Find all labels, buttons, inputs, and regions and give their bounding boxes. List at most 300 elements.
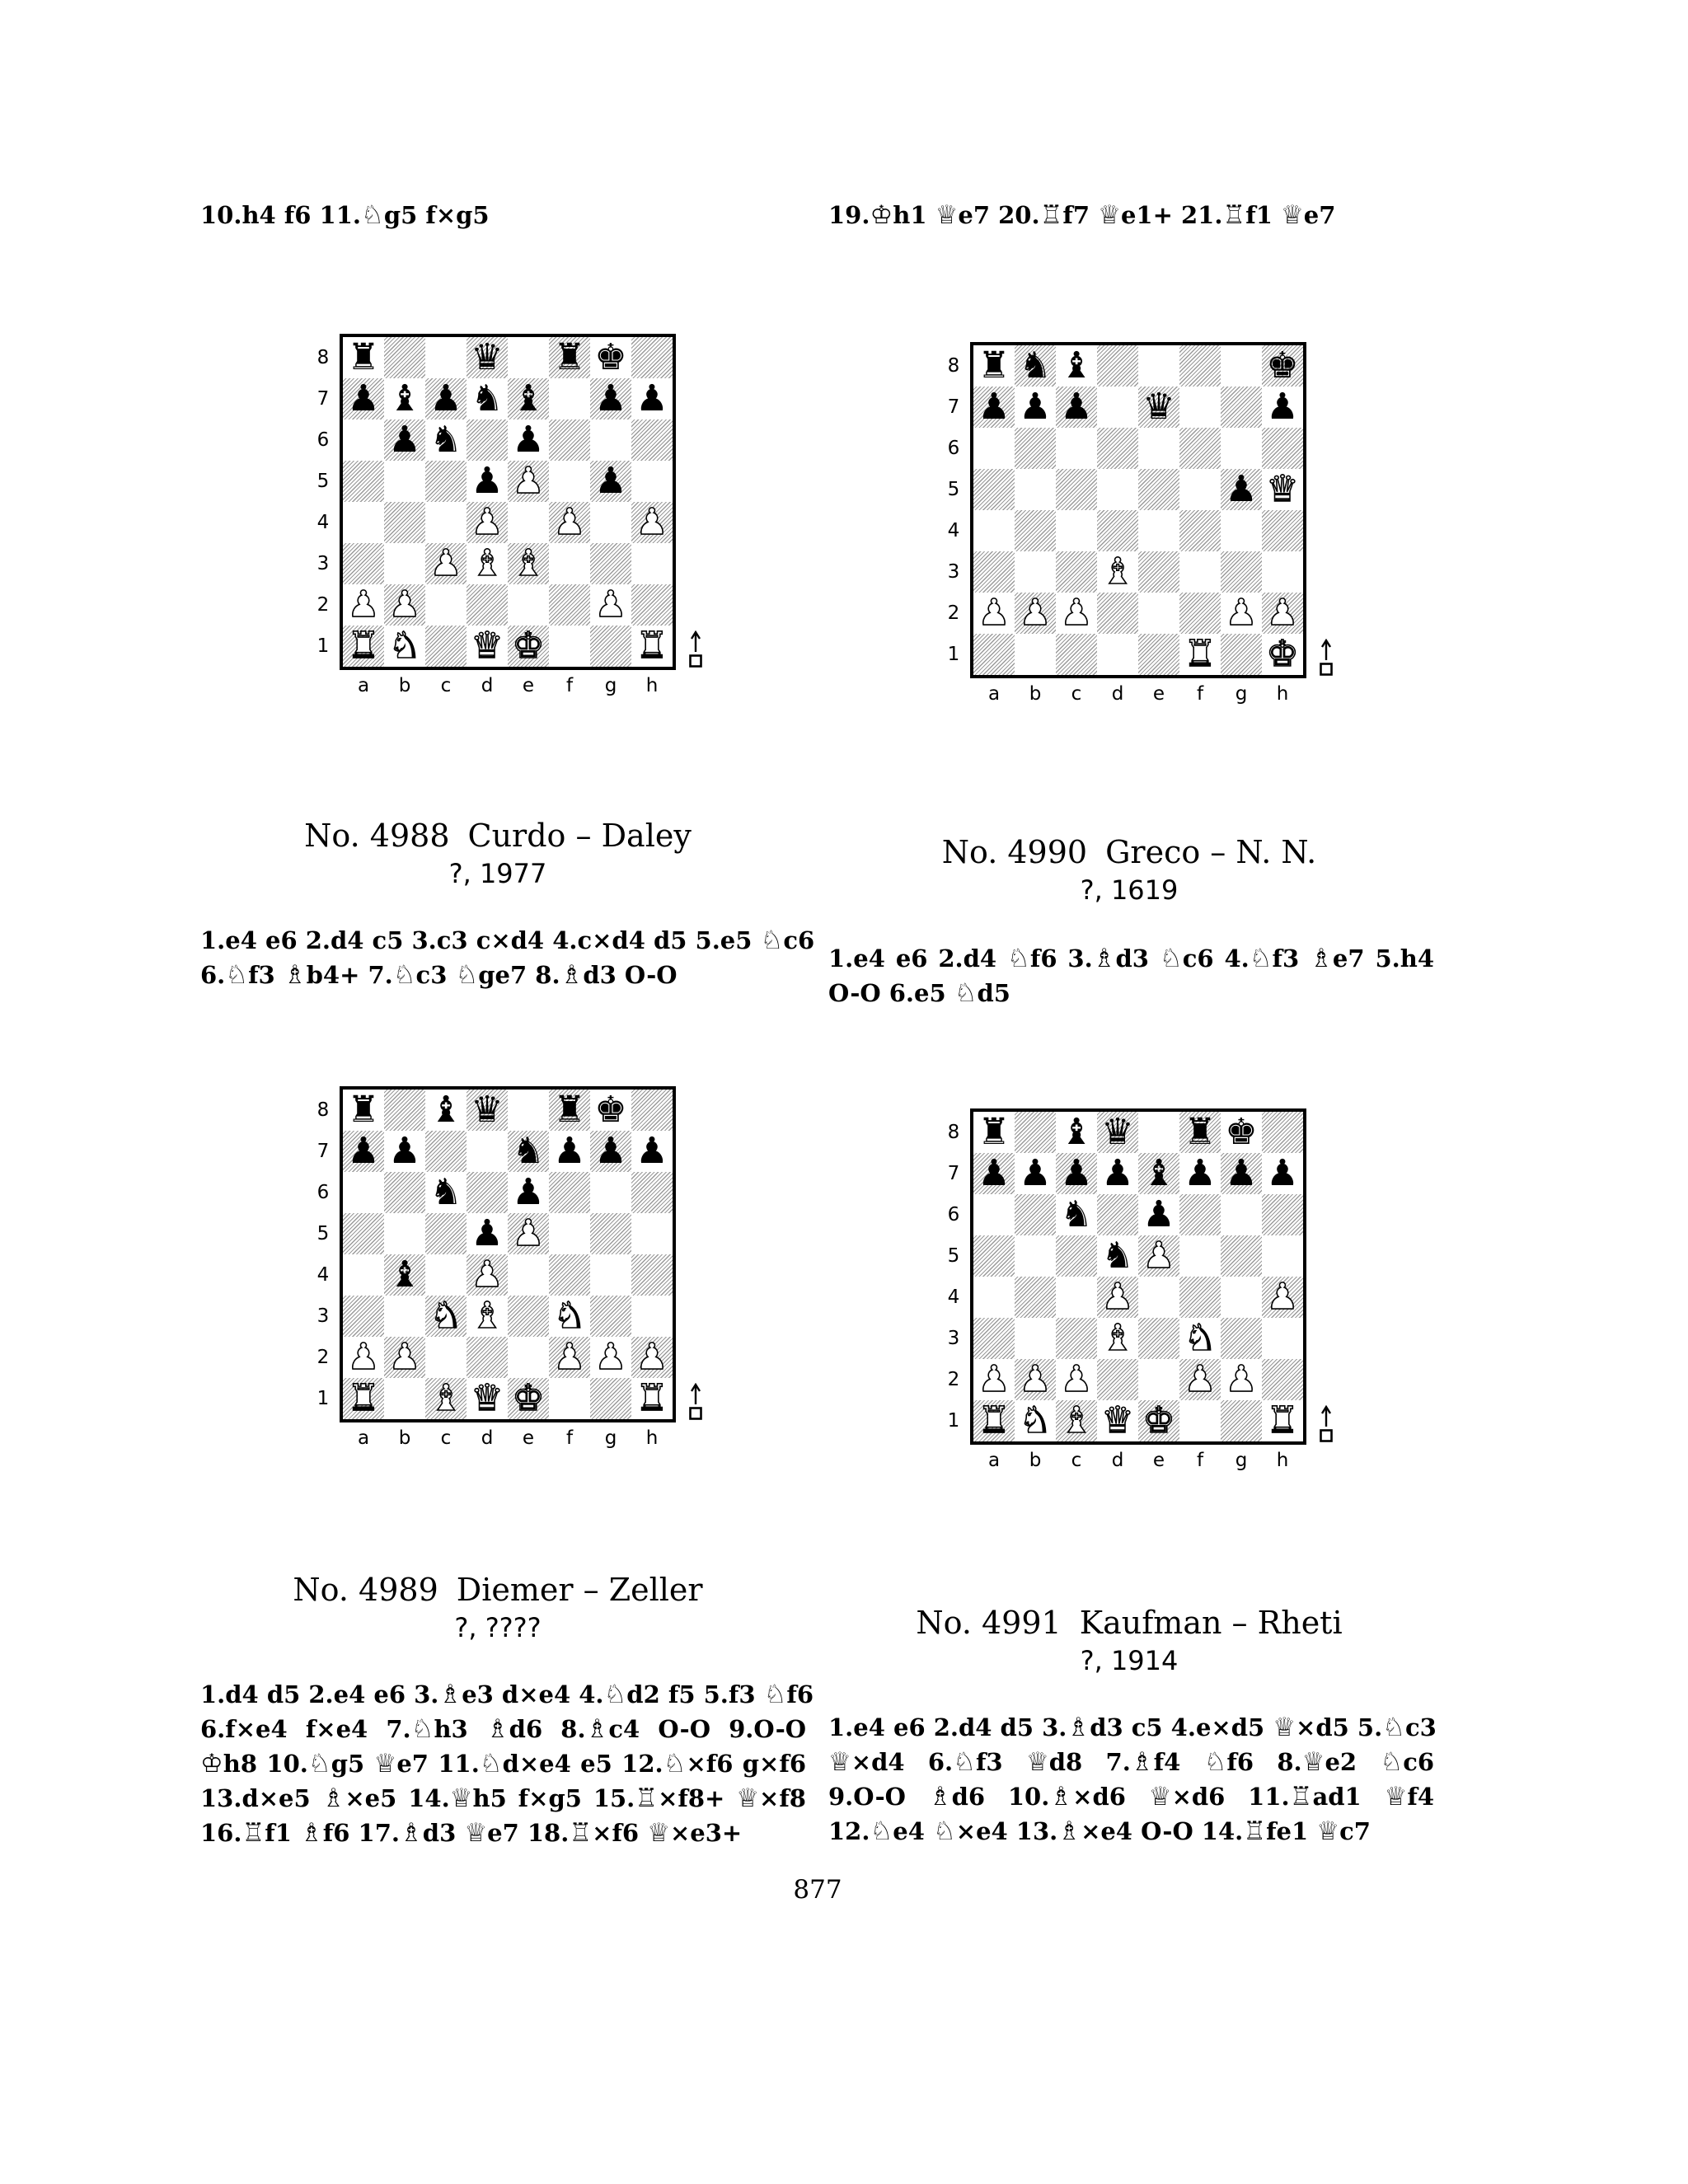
rank-label: 1	[947, 1410, 960, 1432]
board-square	[1262, 634, 1303, 675]
board-square	[1221, 1194, 1262, 1235]
board-square	[343, 378, 384, 419]
board-square	[1179, 469, 1221, 510]
board-square	[1015, 634, 1056, 675]
figurine-b: ♗	[485, 1714, 509, 1744]
board-square	[343, 1131, 384, 1172]
board-square	[973, 428, 1015, 469]
chess-board	[340, 1086, 676, 1422]
black-knight-icon: ♞	[471, 377, 504, 419]
move-line: 13.d×e5 ♗×e5 14.♕h5 f×g5 15.♖×f8+ ♕×f8	[200, 1783, 806, 1813]
board-square	[1138, 634, 1179, 675]
black-bishop-icon: ♝	[388, 377, 421, 419]
board-square	[1262, 428, 1303, 469]
black-pawn-icon: ♟	[1060, 386, 1093, 428]
white-pawn-icon: ♟	[553, 501, 586, 543]
rank-label: 3	[316, 1305, 330, 1327]
file-label: a	[987, 683, 1001, 705]
board-square	[631, 378, 673, 419]
file-label: a	[357, 1427, 370, 1449]
black-rook-icon: ♜	[978, 344, 1010, 387]
board-square	[384, 626, 425, 667]
board-square	[1262, 345, 1303, 387]
board-square	[1056, 593, 1097, 634]
board-square	[343, 1378, 384, 1419]
board-square	[973, 469, 1015, 510]
file-label: g	[604, 675, 617, 696]
figurine-r: ♖	[1039, 200, 1063, 230]
side-to-move-icon	[687, 1383, 704, 1421]
white-rook-icon: ♜	[635, 1377, 668, 1419]
board-square	[1179, 593, 1221, 634]
board-square	[549, 1172, 590, 1213]
figurine-r: ♖	[1289, 1782, 1313, 1811]
black-pawn-icon: ♟	[594, 1130, 627, 1172]
figurine-b: ♗	[438, 1680, 462, 1709]
move-line: 16.♖f1 ♗f6 17.♗d3 ♕e7 18.♖×f6 ♕×e3+	[200, 1818, 743, 1848]
board-square	[508, 1172, 549, 1213]
black-pawn-icon: ♟	[1019, 386, 1052, 428]
white-pawn-icon: ♟	[1101, 1276, 1134, 1318]
board-square	[631, 626, 673, 667]
black-pawn-icon: ♟	[429, 377, 462, 419]
board-square	[1138, 345, 1179, 387]
black-pawn-icon: ♟	[978, 1152, 1010, 1194]
board-square	[343, 543, 384, 584]
board-square	[467, 378, 508, 419]
white-queen-icon: ♛	[471, 625, 504, 667]
figurine-b: ♗	[1310, 944, 1333, 973]
white-pawn-icon: ♟	[594, 583, 627, 626]
board-square	[1015, 1112, 1056, 1153]
board-square	[1056, 1318, 1097, 1359]
rank-label: 6	[316, 1182, 330, 1203]
file-label: g	[1235, 683, 1248, 705]
black-knight-icon: ♞	[429, 419, 462, 461]
board-square	[549, 337, 590, 378]
board-square	[1262, 593, 1303, 634]
black-pawn-icon: ♟	[553, 1130, 586, 1172]
white-pawn-icon: ♟	[1266, 592, 1299, 634]
problem-title	[816, 832, 1442, 872]
board-square	[590, 1213, 631, 1254]
white-rook-icon: ♜	[1184, 633, 1217, 675]
board-square	[631, 543, 673, 584]
white-rook-icon: ♜	[347, 625, 380, 667]
white-queen-icon: ♛	[1266, 468, 1299, 510]
board-square	[467, 584, 508, 626]
black-rook-icon: ♜	[347, 1089, 380, 1131]
white-pawn-icon: ♟	[347, 583, 380, 626]
board-square	[467, 1378, 508, 1419]
rank-label: 1	[316, 1388, 330, 1409]
white-pawn-icon: ♟	[471, 1254, 504, 1296]
white-pawn-icon: ♟	[978, 592, 1010, 634]
black-bishop-icon: ♝	[1060, 344, 1093, 387]
board-square	[549, 1131, 590, 1172]
black-pawn-icon: ♟	[1266, 1152, 1299, 1194]
board-square	[973, 510, 1015, 551]
rank-label: 5	[947, 1245, 960, 1267]
file-label: f	[565, 1427, 574, 1449]
board-square	[343, 584, 384, 626]
board-square	[631, 1172, 673, 1213]
rank-label: 4	[316, 1264, 330, 1286]
board-square	[973, 551, 1015, 593]
white-king-icon: ♚	[512, 1377, 545, 1419]
figurine-n: ♘	[954, 978, 978, 1008]
board-square	[1262, 1235, 1303, 1277]
black-pawn-icon: ♟	[347, 1130, 380, 1172]
white-pawn-icon: ♟	[978, 1358, 1010, 1400]
black-pawn-icon: ♟	[388, 419, 421, 461]
board-square	[1262, 1153, 1303, 1194]
board-square	[590, 1378, 631, 1419]
move-line: 6.♘f3 ♗b4+ 7.♘c3 ♘ge7 8.♗d3 O-O	[200, 960, 678, 990]
black-queen-icon: ♛	[1142, 386, 1175, 428]
white-bishop-icon: ♝	[471, 1295, 504, 1337]
chess-board	[970, 342, 1306, 678]
board-square	[1262, 1318, 1303, 1359]
black-rook-icon: ♜	[1184, 1111, 1217, 1153]
board-square	[384, 419, 425, 461]
board-square	[631, 1213, 673, 1254]
figurine-b: ♗	[1049, 1782, 1073, 1811]
board-square	[1097, 1277, 1138, 1318]
board-square	[384, 1131, 425, 1172]
board-square	[343, 502, 384, 543]
figurine-n: ♘	[1380, 1747, 1404, 1777]
figurine-b: ♗	[1092, 944, 1116, 973]
board-square	[631, 1296, 673, 1337]
board-square	[631, 1378, 673, 1419]
board-square	[425, 502, 467, 543]
white-queen-icon: ♛	[471, 1377, 504, 1419]
board-square	[973, 1318, 1015, 1359]
board-square	[1262, 1400, 1303, 1441]
board-square	[549, 1378, 590, 1419]
board-square	[1097, 1194, 1138, 1235]
rank-label: 8	[316, 347, 330, 368]
board-square	[425, 1131, 467, 1172]
board-square	[590, 419, 631, 461]
black-queen-icon: ♛	[471, 336, 504, 378]
white-bishop-icon: ♝	[1101, 551, 1134, 593]
board-square	[467, 337, 508, 378]
white-knight-icon: ♞	[388, 625, 421, 667]
board-square	[590, 1337, 631, 1378]
figurine-n: ♘	[932, 1816, 956, 1846]
figurine-b: ♗	[300, 1818, 323, 1848]
figurine-n: ♘	[225, 960, 249, 990]
figurine-n: ♘	[760, 926, 784, 955]
board-square	[549, 584, 590, 626]
white-pawn-icon: ♟	[1225, 1358, 1258, 1400]
board-square	[384, 502, 425, 543]
board-square	[1179, 510, 1221, 551]
board-square	[343, 626, 384, 667]
board-square	[343, 1337, 384, 1378]
board-square	[508, 626, 549, 667]
board-square	[1262, 551, 1303, 593]
rank-label: 5	[316, 1223, 330, 1244]
rank-label: 8	[316, 1099, 330, 1121]
moves-4988	[200, 923, 815, 992]
file-label: b	[398, 675, 411, 696]
board-square	[1179, 1235, 1221, 1277]
figurine-n: ♘	[1203, 1747, 1227, 1777]
white-knight-icon: ♞	[1184, 1317, 1217, 1359]
board-square	[425, 419, 467, 461]
move-line: 1.e4 e6 2.d4 c5 3.c3 c×d4 4.c×d4 d5 5.e5 ♘c6	[200, 926, 815, 955]
board-square	[1179, 551, 1221, 593]
black-pawn-icon: ♟	[512, 419, 545, 461]
board-square	[425, 626, 467, 667]
black-pawn-icon: ♟	[1184, 1152, 1217, 1194]
board-square	[1056, 387, 1097, 428]
problem-number: No. 4989	[293, 1572, 438, 1608]
board-square	[590, 543, 631, 584]
black-pawn-icon: ♟	[471, 1212, 504, 1254]
figurine-q: ♕	[647, 1818, 670, 1848]
board-square	[1056, 1153, 1097, 1194]
board-square	[1221, 510, 1262, 551]
board-square	[1056, 1235, 1097, 1277]
board-square	[425, 1254, 467, 1296]
board-square	[1015, 387, 1056, 428]
board-square	[425, 1213, 467, 1254]
board-square	[508, 1090, 549, 1131]
black-king-icon: ♚	[1225, 1111, 1258, 1153]
board-square	[1221, 1112, 1262, 1153]
board-square	[425, 1172, 467, 1213]
board-square	[631, 337, 673, 378]
board-square	[508, 502, 549, 543]
figurine-n: ♘	[663, 1749, 687, 1779]
figurine-n: ♘	[1382, 1713, 1405, 1742]
board-square	[590, 1172, 631, 1213]
board-square	[467, 543, 508, 584]
file-label: e	[1152, 1450, 1165, 1471]
figurine-n: ♘	[410, 1714, 434, 1744]
board-square	[384, 378, 425, 419]
board-square	[343, 1213, 384, 1254]
black-bishop-icon: ♝	[388, 1254, 421, 1296]
white-pawn-icon: ♟	[594, 1336, 627, 1378]
figurine-n: ♘	[1249, 944, 1273, 973]
board-square	[1097, 1112, 1138, 1153]
black-knight-icon: ♞	[429, 1171, 462, 1213]
rank-label: 3	[316, 553, 330, 574]
black-bishop-icon: ♝	[1142, 1152, 1175, 1194]
white-pawn-icon: ♟	[429, 542, 462, 584]
board-square	[973, 1194, 1015, 1235]
board-square	[1179, 1318, 1221, 1359]
board-square	[973, 1112, 1015, 1153]
black-rook-icon: ♜	[553, 336, 586, 378]
board-square	[1179, 1359, 1221, 1400]
page-number: 877	[793, 1875, 842, 1905]
board-square	[425, 461, 467, 502]
black-king-icon: ♚	[594, 336, 627, 378]
figurine-q: ♕	[1148, 1782, 1172, 1811]
board-square	[1179, 1153, 1221, 1194]
board-square	[425, 543, 467, 584]
problem-number: No. 4991	[916, 1605, 1062, 1641]
board-square	[384, 1090, 425, 1131]
board-square	[631, 419, 673, 461]
move-line: 1.e4 e6 2.d4 d5 3.♗d3 c5 4.e×d5 ♕×d5 5.♘c3	[828, 1713, 1437, 1742]
file-label: c	[1071, 1450, 1082, 1471]
file-label: h	[645, 1427, 659, 1449]
black-rook-icon: ♜	[553, 1089, 586, 1131]
board-square	[1097, 593, 1138, 634]
black-pawn-icon: ♟	[978, 386, 1010, 428]
white-rook-icon: ♜	[978, 1399, 1010, 1441]
board-square	[1097, 634, 1138, 675]
file-label: d	[481, 1427, 494, 1449]
board-square	[1221, 634, 1262, 675]
figurine-n: ♘	[763, 1680, 787, 1709]
board-square	[1015, 1194, 1056, 1235]
board-square	[1097, 428, 1138, 469]
board-square	[384, 543, 425, 584]
board-square	[1056, 1400, 1097, 1441]
rank-label: 4	[316, 512, 330, 533]
board-square	[384, 461, 425, 502]
black-bishop-icon: ♝	[512, 377, 545, 419]
board-square	[1179, 1400, 1221, 1441]
board-square	[467, 419, 508, 461]
problem-number: No. 4990	[941, 834, 1088, 870]
board-square	[343, 1090, 384, 1131]
figurine-r: ♖	[1243, 1816, 1267, 1846]
board-square	[425, 1378, 467, 1419]
problem-title	[185, 1570, 811, 1610]
move-line: 19.♔h1 ♕e7 20.♖f7 ♕e1+ 21.♖f1 ♕e7	[828, 200, 1336, 230]
move-line: ♔h8 10.♘g5 ♕e7 11.♘d×e4 e5 12.♘×f6 g×f6	[200, 1749, 806, 1779]
white-pawn-icon: ♟	[1266, 1276, 1299, 1318]
board-square	[1138, 1194, 1179, 1235]
file-label: e	[522, 675, 535, 696]
black-rook-icon: ♜	[347, 336, 380, 378]
white-rook-icon: ♜	[635, 625, 668, 667]
move-line: 1.e4 e6 2.d4 ♘f6 3.♗d3 ♘c6 4.♘f3 ♗e7 5.h4	[828, 944, 1434, 973]
black-pawn-icon: ♟	[347, 377, 380, 419]
board-square	[1179, 428, 1221, 469]
rank-label: 1	[947, 644, 960, 665]
white-pawn-icon: ♟	[1019, 592, 1052, 634]
chess-board	[340, 334, 676, 670]
board-square	[1056, 551, 1097, 593]
board-square	[467, 1172, 508, 1213]
board-square	[467, 1296, 508, 1337]
black-rook-icon: ♜	[978, 1111, 1010, 1153]
board-square	[343, 461, 384, 502]
black-knight-icon: ♞	[1060, 1193, 1093, 1235]
board-square	[1015, 510, 1056, 551]
board-square	[508, 337, 549, 378]
white-bishop-icon: ♝	[429, 1377, 462, 1419]
board-square	[1262, 387, 1303, 428]
moves-4990	[828, 941, 1434, 1010]
board-square	[1056, 428, 1097, 469]
board-square	[508, 461, 549, 502]
black-pawn-icon: ♟	[471, 460, 504, 502]
file-label: h	[645, 675, 659, 696]
black-king-icon: ♚	[594, 1089, 627, 1131]
problem-heading-4989	[185, 1570, 811, 1646]
white-pawn-icon: ♟	[1019, 1358, 1052, 1400]
white-pawn-icon: ♟	[1142, 1235, 1175, 1277]
white-knight-icon: ♞	[1019, 1399, 1052, 1441]
board-square	[590, 461, 631, 502]
board-square	[425, 1090, 467, 1131]
board-square	[549, 502, 590, 543]
board-square	[467, 626, 508, 667]
board-square	[1138, 1359, 1179, 1400]
rank-label: 6	[316, 429, 330, 451]
board-square	[1221, 345, 1262, 387]
figurine-n: ♘	[1159, 944, 1183, 973]
board-square	[467, 1337, 508, 1378]
board-square	[1097, 1400, 1138, 1441]
moves-4989	[200, 1677, 814, 1850]
file-label: c	[440, 675, 452, 696]
board-square	[384, 1254, 425, 1296]
black-bishop-icon: ♝	[1060, 1111, 1093, 1153]
rank-label: 3	[947, 561, 960, 583]
board-square	[1097, 345, 1138, 387]
board-square	[1097, 1359, 1138, 1400]
board-square	[1138, 469, 1179, 510]
board-square	[973, 1277, 1015, 1318]
figurine-q: ♕	[464, 1818, 488, 1848]
board-square	[467, 502, 508, 543]
board-square	[1221, 469, 1262, 510]
figurine-q: ♕	[1273, 1713, 1296, 1742]
board-square	[1097, 551, 1138, 593]
figurine-b: ♗	[283, 960, 307, 990]
board-square	[590, 1090, 631, 1131]
white-bishop-icon: ♝	[1060, 1399, 1093, 1441]
figurine-q: ♕	[1384, 1782, 1408, 1811]
board-square	[384, 584, 425, 626]
figurine-b: ♗	[400, 1818, 423, 1848]
rank-label: 6	[947, 438, 960, 459]
figurine-b: ♗	[1130, 1747, 1154, 1777]
problem-players: Greco – N. N.	[1105, 834, 1317, 870]
rank-label: 7	[316, 1141, 330, 1162]
board-square	[384, 1172, 425, 1213]
board-square	[973, 345, 1015, 387]
board-square	[425, 584, 467, 626]
board-square	[343, 1172, 384, 1213]
board-square	[384, 1337, 425, 1378]
board-square	[1221, 1318, 1262, 1359]
rank-label: 8	[947, 355, 960, 377]
board-square	[1015, 1400, 1056, 1441]
white-bishop-icon: ♝	[512, 542, 545, 584]
board-square	[549, 419, 590, 461]
black-pawn-icon: ♟	[1225, 1152, 1258, 1194]
board-square	[1262, 469, 1303, 510]
problem-event: ?, 1914	[1080, 1645, 1179, 1676]
file-label: h	[1276, 1450, 1289, 1471]
board-square	[1015, 593, 1056, 634]
white-pawn-icon: ♟	[1225, 592, 1258, 634]
white-pawn-icon: ♟	[512, 460, 545, 502]
